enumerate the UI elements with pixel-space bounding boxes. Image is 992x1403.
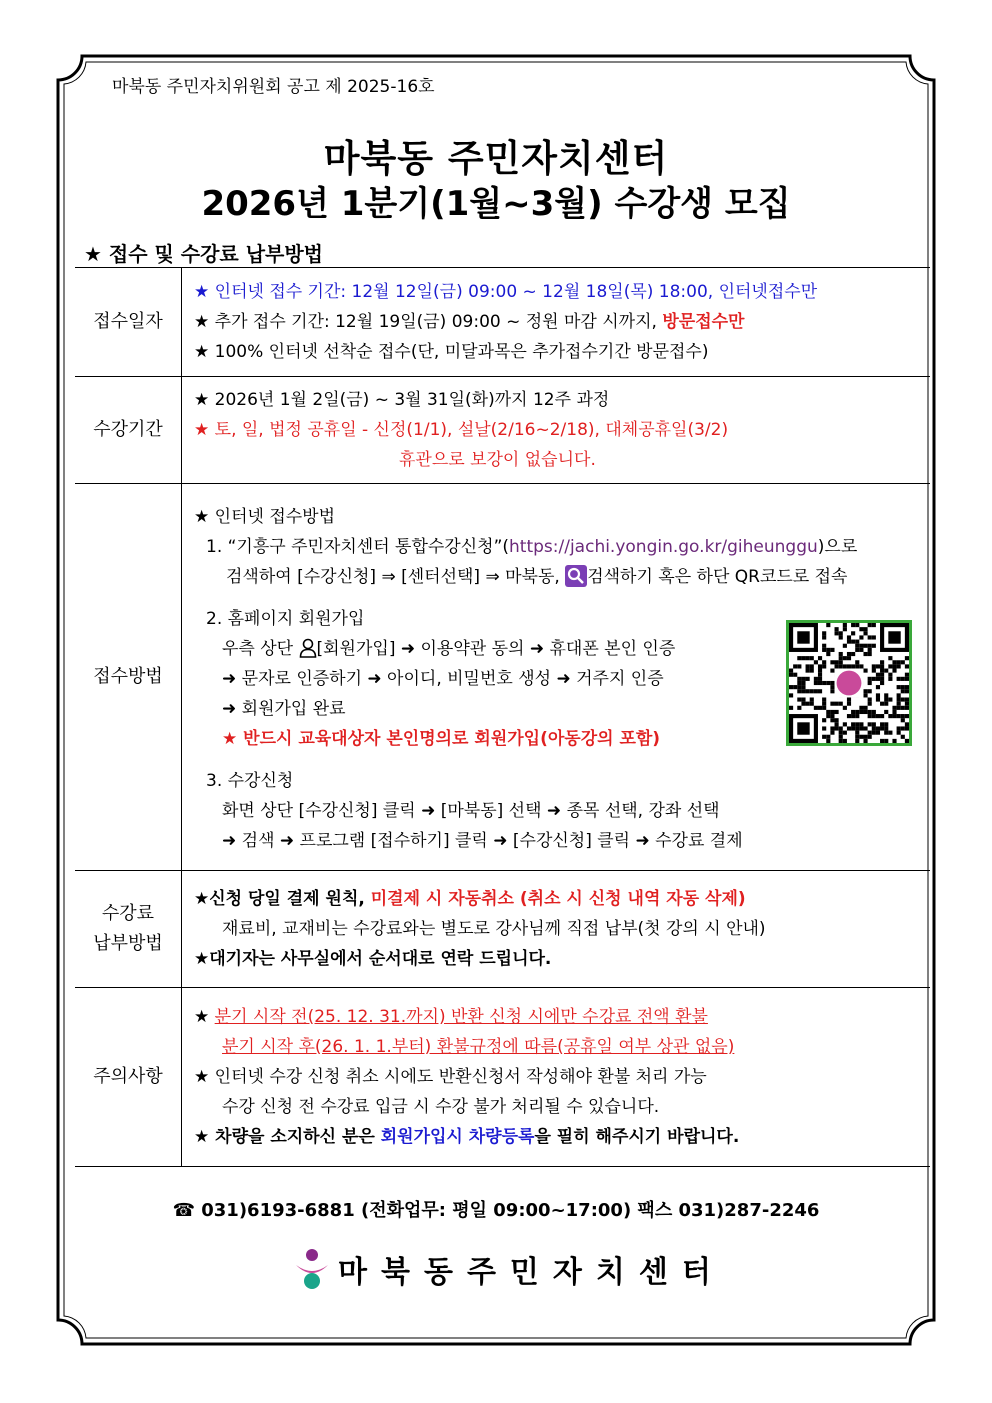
content-caution	[182, 988, 931, 1167]
step1-line2-suffix: 검색하기 혹은 하단 QR코드로 접속	[587, 567, 848, 587]
step1-line1	[194, 532, 930, 562]
online-period: ★ 인터넷 접수 기간: 12월 12일(금) 09:00 ~ 12월 18일(목) 18:00, 인터넷접수만	[194, 282, 818, 302]
step2-line1-suffix: ➜ 이용약관 동의 ➜ 휴대폰 본인 인증	[395, 639, 676, 659]
row-course-period	[75, 377, 930, 484]
qr-code[interactable]	[786, 620, 912, 746]
label-reception-date: 접수일자	[75, 268, 182, 377]
label-course-period: 수강기간	[75, 377, 182, 484]
label-fee-line1: 수강료	[101, 903, 155, 924]
step1-suffix: )으로	[817, 537, 858, 557]
refund-before-text: 분기 시작 전(25. 12. 31.까지) 반환 신청 시에만 수강료 전액 환불	[214, 1007, 708, 1027]
notice-number: 마북동 주민자치위원회 공고 제 2025-16호	[112, 77, 435, 97]
no-makeup-note: 휴관으로 보강이 없습니다.	[399, 450, 596, 470]
deposit-note: 수강 신청 전 수강료 입금 시 수강 불가 처리될 수 있습니다.	[222, 1097, 660, 1117]
step1-line2	[194, 562, 930, 592]
vehicle-note	[194, 1122, 930, 1152]
step2-line1-text: 우측 상단	[222, 639, 299, 659]
holidays-note: ★ 토, 일, 법정 공휴일 - 신정(1/1), 설날(2/16~2/18), 대체공휴일(3/2)	[194, 420, 729, 440]
vehicle-note-text: ★ 차량을 소지하신 분은	[194, 1127, 381, 1147]
fee-rule-text: ★신청 당일 결제 원칙,	[194, 889, 371, 909]
step1-line2-text: 검색하여 [수강신청] ⇒ [센터선택] ⇒ 마북동,	[226, 567, 566, 587]
row-reception-date	[75, 268, 930, 377]
refund-after: 분기 시작 후(26. 1. 1.부터) 환불규정에 따름(공휴일 여부 상관 없음)	[222, 1037, 735, 1057]
step2-warning: ★ 반드시 교육대상자 본인명의로 회원가입(아동강의 포함)	[222, 729, 661, 749]
brand-logo	[292, 1244, 725, 1294]
search-icon	[565, 565, 587, 587]
homepage-link[interactable]: https://jachi.yongin.go.kr/giheunggu	[509, 537, 818, 557]
extra-period	[194, 307, 930, 337]
label-fee	[75, 871, 182, 988]
page-subtitle: 2026년 1분기(1월~3월) 수강생 모집	[201, 184, 791, 224]
step1-text: 1. “기흥구 주민자치센터 통합수강신청”(	[206, 537, 510, 557]
step2-title: 2. 홈페이지 회원가입	[206, 609, 365, 629]
content-course-period	[182, 377, 931, 484]
step2-line3: ➜ 회원가입 완료	[222, 699, 346, 719]
refund-star: ★	[194, 1007, 215, 1027]
content-fee	[182, 871, 931, 988]
signup-link-text: [회원가입]	[316, 639, 396, 659]
first-come-note: ★ 100% 인터넷 선착순 접수(단, 미달과목은 추가접수기간 방문접수)	[194, 342, 709, 362]
fee-rule	[194, 884, 930, 914]
section-title: ★ 접수 및 수강료 납부방법	[84, 242, 323, 266]
step3-line1: 화면 상단 [수강신청] 클릭 ➜ [마북동] 선택 ➜ 종목 선택, 강좌 선택	[222, 801, 720, 821]
user-icon	[299, 638, 317, 658]
step3-line2: ➜ 검색 ➜ 프로그램 [접수하기] 클릭 ➜ [수강신청] 클릭 ➜ 수강료 결제	[222, 831, 743, 851]
waitlist-note: ★대기자는 사무실에서 순서대로 연락 드립니다.	[194, 949, 552, 969]
step2-line2: ➜ 문자로 인증하기 ➜ 아이디, 비밀번호 생성 ➜ 거주지 인증	[222, 669, 664, 689]
period-dates: ★ 2026년 1월 2일(금) ~ 3월 31일(화)까지 12주 과정	[194, 390, 610, 410]
method-intro: ★ 인터넷 접수방법	[194, 507, 336, 527]
row-caution	[75, 988, 930, 1167]
visit-only: 방문접수만	[662, 312, 745, 332]
label-method: 접수방법	[75, 484, 182, 871]
center-logo-icon	[292, 1247, 332, 1291]
row-fee	[75, 871, 930, 988]
refund-before	[194, 1002, 930, 1032]
row-method	[75, 484, 930, 871]
page-title: 마북동 주민자치센터	[323, 137, 669, 180]
vehicle-registration: 회원가입시 차량등록	[380, 1127, 535, 1147]
info-table	[75, 267, 930, 1167]
cancel-note: ★ 인터넷 수강 신청 취소 시에도 반환신청서 작성해야 환불 처리 가능	[194, 1067, 707, 1087]
label-caution: 주의사항	[75, 988, 182, 1167]
content-method	[182, 484, 931, 871]
auto-cancel-note: 미결제 시 자동취소 (취소 시 신청 내역 자동 삭제)	[370, 889, 746, 909]
extra-period-text: ★ 추가 접수 기간: 12월 19일(금) 09:00 ~ 정원 마감 시까지,	[194, 312, 663, 332]
content-reception-date	[182, 268, 931, 377]
label-fee-line2: 납부방법	[93, 933, 163, 954]
qr-code-pattern	[789, 623, 909, 743]
material-fee-note: 재료비, 교재비는 수강료와는 별도로 강사님께 직접 납부(첫 강의 시 안내)	[222, 919, 766, 939]
brand-name: 마북동주민자치센터	[338, 1255, 725, 1290]
step3-title: 3. 수강신청	[206, 771, 294, 791]
contact-footer: ☎ 031)6193-6881 (전화업무: 평일 09:00~17:00) 팩스 031)287-2246	[172, 1200, 820, 1221]
vehicle-note-suffix: 을 필히 해주시기 바랍니다.	[534, 1127, 740, 1147]
